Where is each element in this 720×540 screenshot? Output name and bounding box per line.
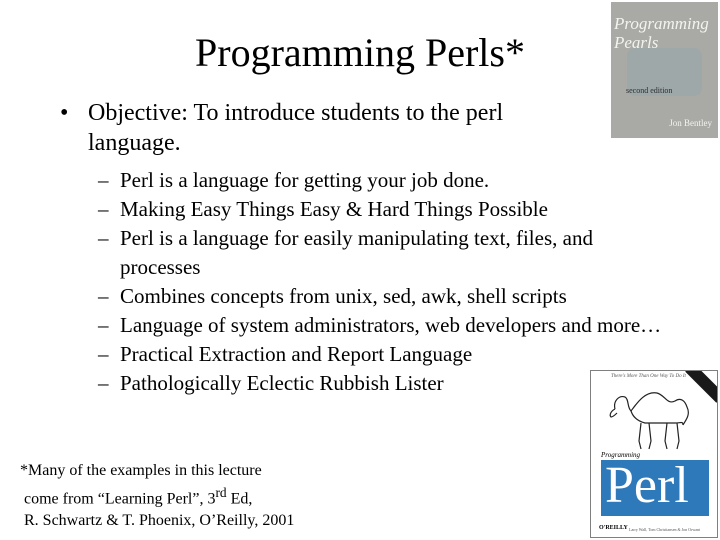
cover-publisher: O'REILLY [599,525,628,531]
cover-title: Perl [605,457,689,514]
dash-marker: – [98,371,109,395]
list-item [98,195,678,224]
point-text: Pathologically Eclectic Rubbish Lister [120,371,444,395]
cover-edition: second edition [626,86,673,95]
footnote-line-2-end: Ed, [226,490,253,508]
footnote-line-1: *Many of the examples in this lecture [20,462,262,479]
cover-tagline: There's More Than One Way To Do It [611,374,686,379]
point-text: Perl is a language for easily manipulating text, files, and processes [120,226,593,279]
footnote-superscript: rd [215,485,227,500]
cover-authors: Larry Wall, Tom Christiansen & Jon Orwant [629,527,701,532]
slide-title: Programming Perls* [195,30,525,75]
cover-author: Jon Bentley [669,118,712,128]
point-text: Language of system administrators, web developers and more… [120,313,662,337]
dash-marker: – [98,197,109,221]
footnote-line-3-text: R. Schwartz & T. Phoenix, O’Reilly, 2001 [24,512,295,530]
list-item [98,166,678,195]
footnote [20,460,360,532]
point-text: Practical Extraction and Report Language [120,342,473,366]
list-item [98,224,678,282]
dash-marker: – [98,313,109,337]
dash-marker: – [98,284,109,308]
cover-subtitle: Programming [601,451,641,459]
objective-text: Objective: To introduce students to the perl language. [88,100,504,156]
cover-title-line-1: Programming [614,14,709,33]
cover-title-line-2: Pearls [614,33,659,52]
dash-marker: – [98,342,109,366]
footnote-line-3 [20,510,360,532]
footnote-line-2 [20,482,360,510]
list-item [98,311,678,340]
point-text: Combines concepts from unix, sed, awk, shell scripts [120,284,567,308]
cover-title-panel [601,457,709,516]
footnote-line-2-text: come from “Learning Perl”, 3 [24,490,216,508]
programming-perl-cover [590,370,718,538]
list-item [98,340,678,369]
dash-marker: – [98,168,109,192]
list-item [98,282,678,311]
programming-pearls-cover [611,2,718,138]
point-text: Making Easy Things Easy & Hard Things Possible [120,197,548,221]
bullet-dot: • [60,100,69,126]
sub-points-list [98,166,678,398]
camel-icon [605,381,705,453]
dash-marker: – [98,226,109,250]
objective-bullet [60,98,580,158]
point-text: Perl is a language for getting your job done. [120,168,490,192]
